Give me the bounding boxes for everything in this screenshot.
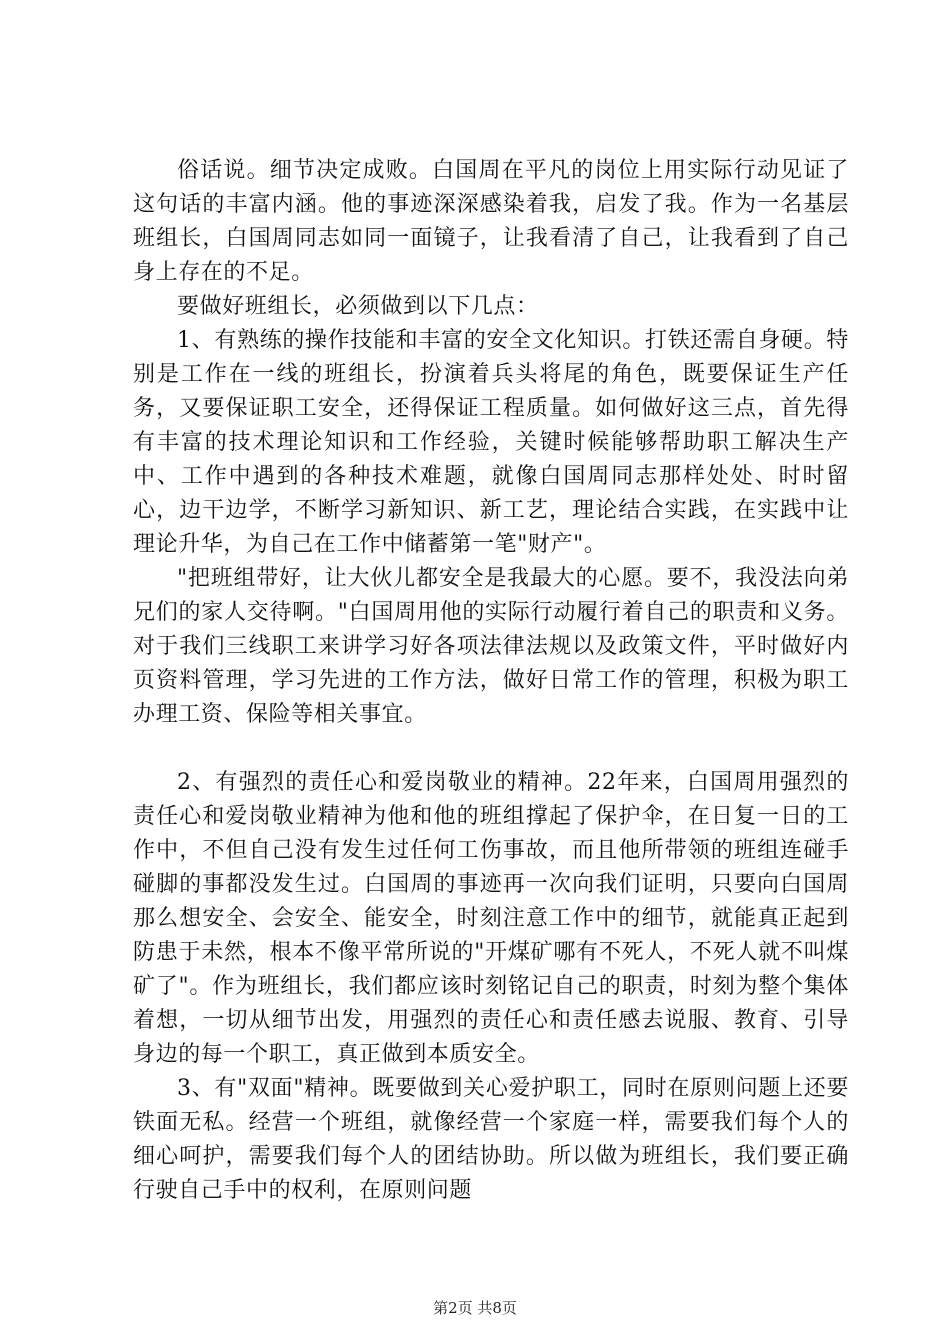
- paragraph-point-3: 3、有"双面"精神。既要做到关心爱护职工，同时在原则问题上还要铁面无私。经营一个班组，就像经营一个家庭一样，需要我们每个人的细心呵护，需要我们每个人的团结协助。所以做为班组长，我们要正确行驶自己手中的权利，在原则问题: [133, 1076, 849, 1203]
- document-body: [133, 154, 849, 1208]
- paragraph-point-1: 1、有熟练的操作技能和丰富的安全文化知识。打铁还需自身硬。特别是工作在一线的班组长，扮演着兵头将尾的角色，既要保证生产任务，又要保证职工安全，还得保证工程质量。如何做好这三点，首先得有丰富的技术理论知识和工作经验，关键时候能够帮助职工解决生产中、工作中遇到的各种技术难题，就像白国周同志那样处处、时时留心，边干边学，不断学习新知识、新工艺，理论结合实践，在实践中让理论升华，为自己在工作中储蓄第一笔"财产"。: [133, 328, 849, 557]
- paragraph-intro: 俗话说。细节决定成败。白国周在平凡的岗位上用实际行动见证了这句话的丰富内涵。他的事迹深深感染着我，启发了我。作为一名基层班组长，白国周同志如同一面镜子，让我看清了自己，让我看到了自己身上存在的不足。: [133, 158, 849, 285]
- paragraph-spacer: [133, 732, 849, 766]
- paragraph-point-2: 2、有强烈的责任心和爱岗敬业的精神。22年来，白国周用强烈的责任心和爱岗敬业精神为他和他的班组撑起了保护伞，在日复一日的工作中，不但自己没有发生过任何工伤事故，而且他所带领的班组连碰手碰脚的事都没发生过。白国周的事迹再一次向我们证明，只要向白国周那么想安全、会安全、能安全，时刻注意工作中的细节，就能真正起到防患于未然，根本不像平常所说的"开煤矿哪有不死人，不死人就不叫煤矿了"。作为班组长，我们都应该时刻铭记自己的职责，时刻为整个集体着想，一切从细节出发，用强烈的责任心和责任感去说服、教育、引导身边的每一个职工，真正做到本质安全。: [133, 770, 849, 1067]
- page-number-footer: 第2页 共8页: [433, 1299, 517, 1317]
- paragraph-quote: "把班组带好，让大伙儿都安全是我最大的心愿。要不，我没法向弟兄们的家人交待啊。"白国周用他的实际行动履行着自己的职责和义务。对于我们三线职工来讲学习好各项法律法规以及政策文件，平时做好内页资料管理，学习先进的工作方法，做好日常工作的管理，积极为职工办理工资、保险等相关事宜。: [133, 566, 849, 727]
- paragraph-lead-in: 要做好班组长，必须做到以下几点：: [177, 294, 539, 319]
